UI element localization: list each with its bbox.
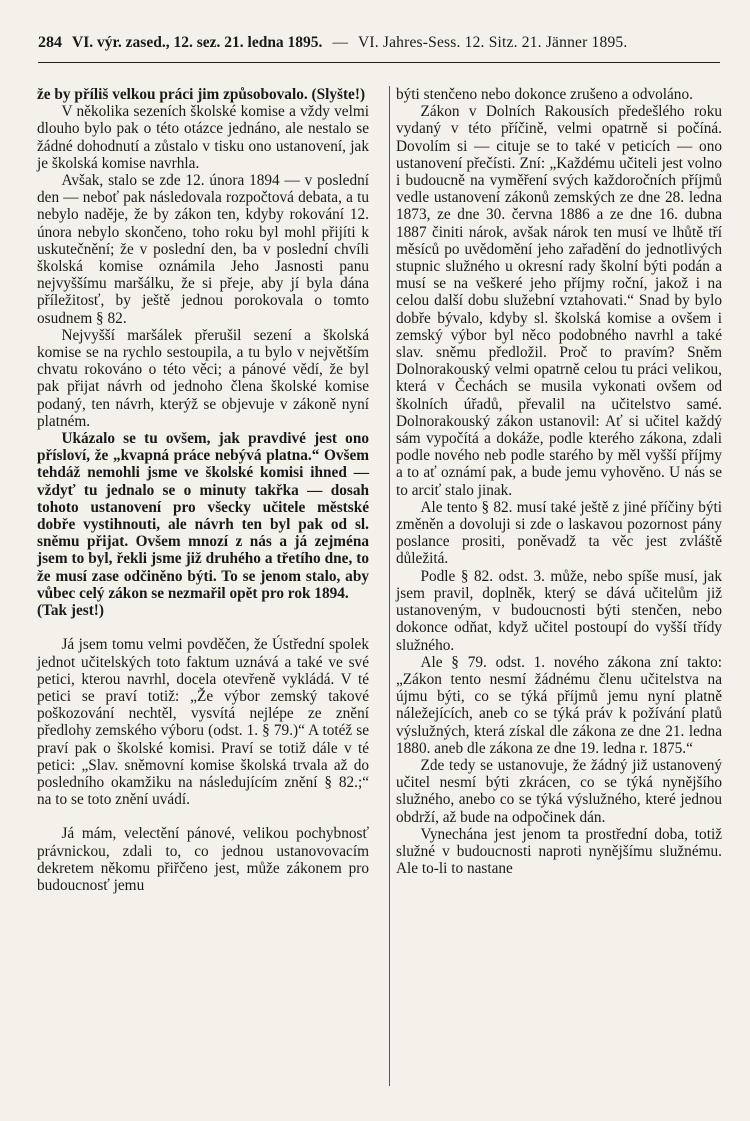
right-paragraph-3: Ale tento § 82. musí také ještě z jiné příčiny býti změněn a dovoluji si zde o laskavou pozornost pány poslance prositi, poněvadž ta věc jest zvláště důležitá. xyxy=(396,498,722,568)
left-paragraph-2: V několika sezeních školské komise a vždy velmi dlouho bylo pak o této otázce jednáno, ale nestalo se žádné dohodnutí a zůstalo v tisku ono ustanovení, jak je školská komise navrhla. xyxy=(37,103,369,172)
header-title-german: VI. Jahres-Sess. 12. Sitz. 21. Jänner 1895. xyxy=(357,34,628,51)
right-paragraph-2: Zákon v Dolních Rakousích předešlého roku vydaný v této příčině, velmi opatrně si počíná. Dovolím si — cituje se to také v peticích — ono ustanovení přečísti. Zní: „Každému učiteli jest volno i budoucně na vyměření svých každoročních příjmů vedle ustanovení zákonů zemských ze dne 28. ledna 1873, ze dne 30. června 1886 a ze dne 16. dubna 1887 činiti nárok, avšak nárok ten musí ve lhůtě tří měsíců po uvědomění jeho zařadění do jednotlivých stupnic služného u okresní rady školní býti podán a musí se na veškeré jeho příjmy roční, jakož i na celou další dobu služební vztahovati.“ Snad by bylo dobře bývalo, kdyby sl. školská komise a ovšem i zemský výbor byl něco podobného navrhl a také slav. sněmu předložil. Proč to pravím? Sněm Dolnorakouský velmi opatrně celou tu práci velikou, která v Čechách se musila vykonati ovšem od školních úřadů, převalil na učitelstvo samé. Dolnorakouský zákon ustanovil: Ať si učitel každý sám vypočítá a dokáže, podle kterého zákona, zdali podle nového neb podle starého by měl vyšší příjmy a to ať oznámí pak, a bude jemu vyhověno. U nás se to arciť stalo jinak. xyxy=(396,103,722,499)
page-header xyxy=(38,34,718,52)
left-paragraph-4: Nejvyšší maršálek přerušil sezení a školská komise se na rychlo sestoupila, a tu bylo v největším chvatu rokováno o této věci; a pánové vědí, že byl pak přijat návrh od jednoho člena školské komise podaný, ten návrh, kterýž se objevuje v zákoně nyní platném. xyxy=(37,326,369,430)
left-paragraph-5-tail: (Tak jest!) xyxy=(37,602,104,620)
left-paragraph-1: že by příliš velkou práci jim způsobovalo. (Slyšte!) xyxy=(37,86,366,103)
header-separator: — xyxy=(332,34,348,51)
header-title-czech: VI. výr. zased., 12. sez. 21. ledna 1895. xyxy=(72,34,323,51)
left-column xyxy=(37,86,369,894)
header-rule xyxy=(38,62,720,63)
left-paragraph-7: Já mám, velectění pánové, velikou pochybnosť právnickou, zdali to, co jednou ustanovovacím dekretem někomu přiřčeno jest, může zákonem pro budoucnosť jemu xyxy=(37,825,369,894)
left-paragraph-6: Já jsem tomu velmi povděčen, že Ústřední spolek jednot učitelských toto faktum uznává a také ve své petici, kterou navrhl, docela otevřeně vykládá. V té petici se praví totiž: „Že výbor zemský takové poškozování nechtěl, vysvítá nejlépe ze znění předlohy zemského výboru (odst. 1. § 79.)“ A totéž se praví pak o školské komisi. Praví se totiž dále v té petici: „Slav. sněmovní komise školská trvala až do posledního okamžiku na následujícím znění § 82.;“ na to se toto znění uvádí. xyxy=(37,636,369,809)
right-paragraph-4: Podle § 82. odst. 3. může, nebo spíše musí, jak jsem pravil, doplněk, který se dává učitelům již ustanoveným, v budoucnosti býti stenčen, nebo dokonce odňat, když učitel postoupí do vyšší třídy služného. xyxy=(396,567,722,654)
left-paragraph-5: Ukázalo se tu ovšem, jak pravdivé jest ono přísloví, že „kvapná práce nebývá platna.“ Ovšem tehdáž nemohli jsme ve školské komisi ihned — vždyť tu jednalo se o minuty takřka — dosah tohoto ustanovení pro všecky učitele městské dobře vystihnouti, ale návrh ten byl pak od sl. sněmu přijat. Ovšem mnozí z nás a já zejména jsem to byl, řekli jsme již druhého a třetího dne, to že musí zase odčiněno býti. To se jenom stalo, aby vůbec celý zákon se nezmařil opět pro rok 1894. xyxy=(37,430,369,602)
right-paragraph-7: Vynechána jest jenom ta prostřední doba, totiž služné v budoucnosti naproti nynějšímu služnému. Ale to-li to nastane xyxy=(396,825,722,878)
right-paragraph-1: býti stenčeno nebo dokonce zrušeno a odvoláno. xyxy=(396,86,693,103)
page-number: 284 xyxy=(38,34,62,51)
right-paragraph-5: Ale § 79. odst. 1. nového zákona zní takto: „Zákon tento nesmí žádnému členu učitelstva na újmu býti, co se týká příjmů jemu nyní platně náležejících, aneb co se týká práv k požívání platů výslužných, která získal dle zákona ze dne 21. ledna 1880. aneb dle zákona ze dne 19. ledna r. 1875.“ xyxy=(396,653,722,757)
left-paragraph-3: Avšak, stalo se zde 12. února 1894 — v poslední den — neboť pak následovala rozpočtová debata, a tu nebylo naděje, že by zákon ten, kdyby rokování 12. února nebylo skončeno, toho roku byl mohl přijíti k uskutečnění; že v poslední den, ba v poslední chvíli školská komise oznámila Jeho Jasnosti panu nejvyššímu maršálku, že si přeje, aby jí byla dána příležitosť, by ještě jednou porokovala o tomto osudnem § 82. xyxy=(37,172,369,327)
right-paragraph-6: Zde tedy se ustanovuje, že žádný již ustanovený učitel nesmí býti zkrácen, co se týká nynějšího služného, anebo co se týká výslužného, které jednou obdrží, až bude na odpočinek dán. xyxy=(396,756,722,826)
right-column xyxy=(396,86,722,877)
column-divider xyxy=(389,86,390,1086)
